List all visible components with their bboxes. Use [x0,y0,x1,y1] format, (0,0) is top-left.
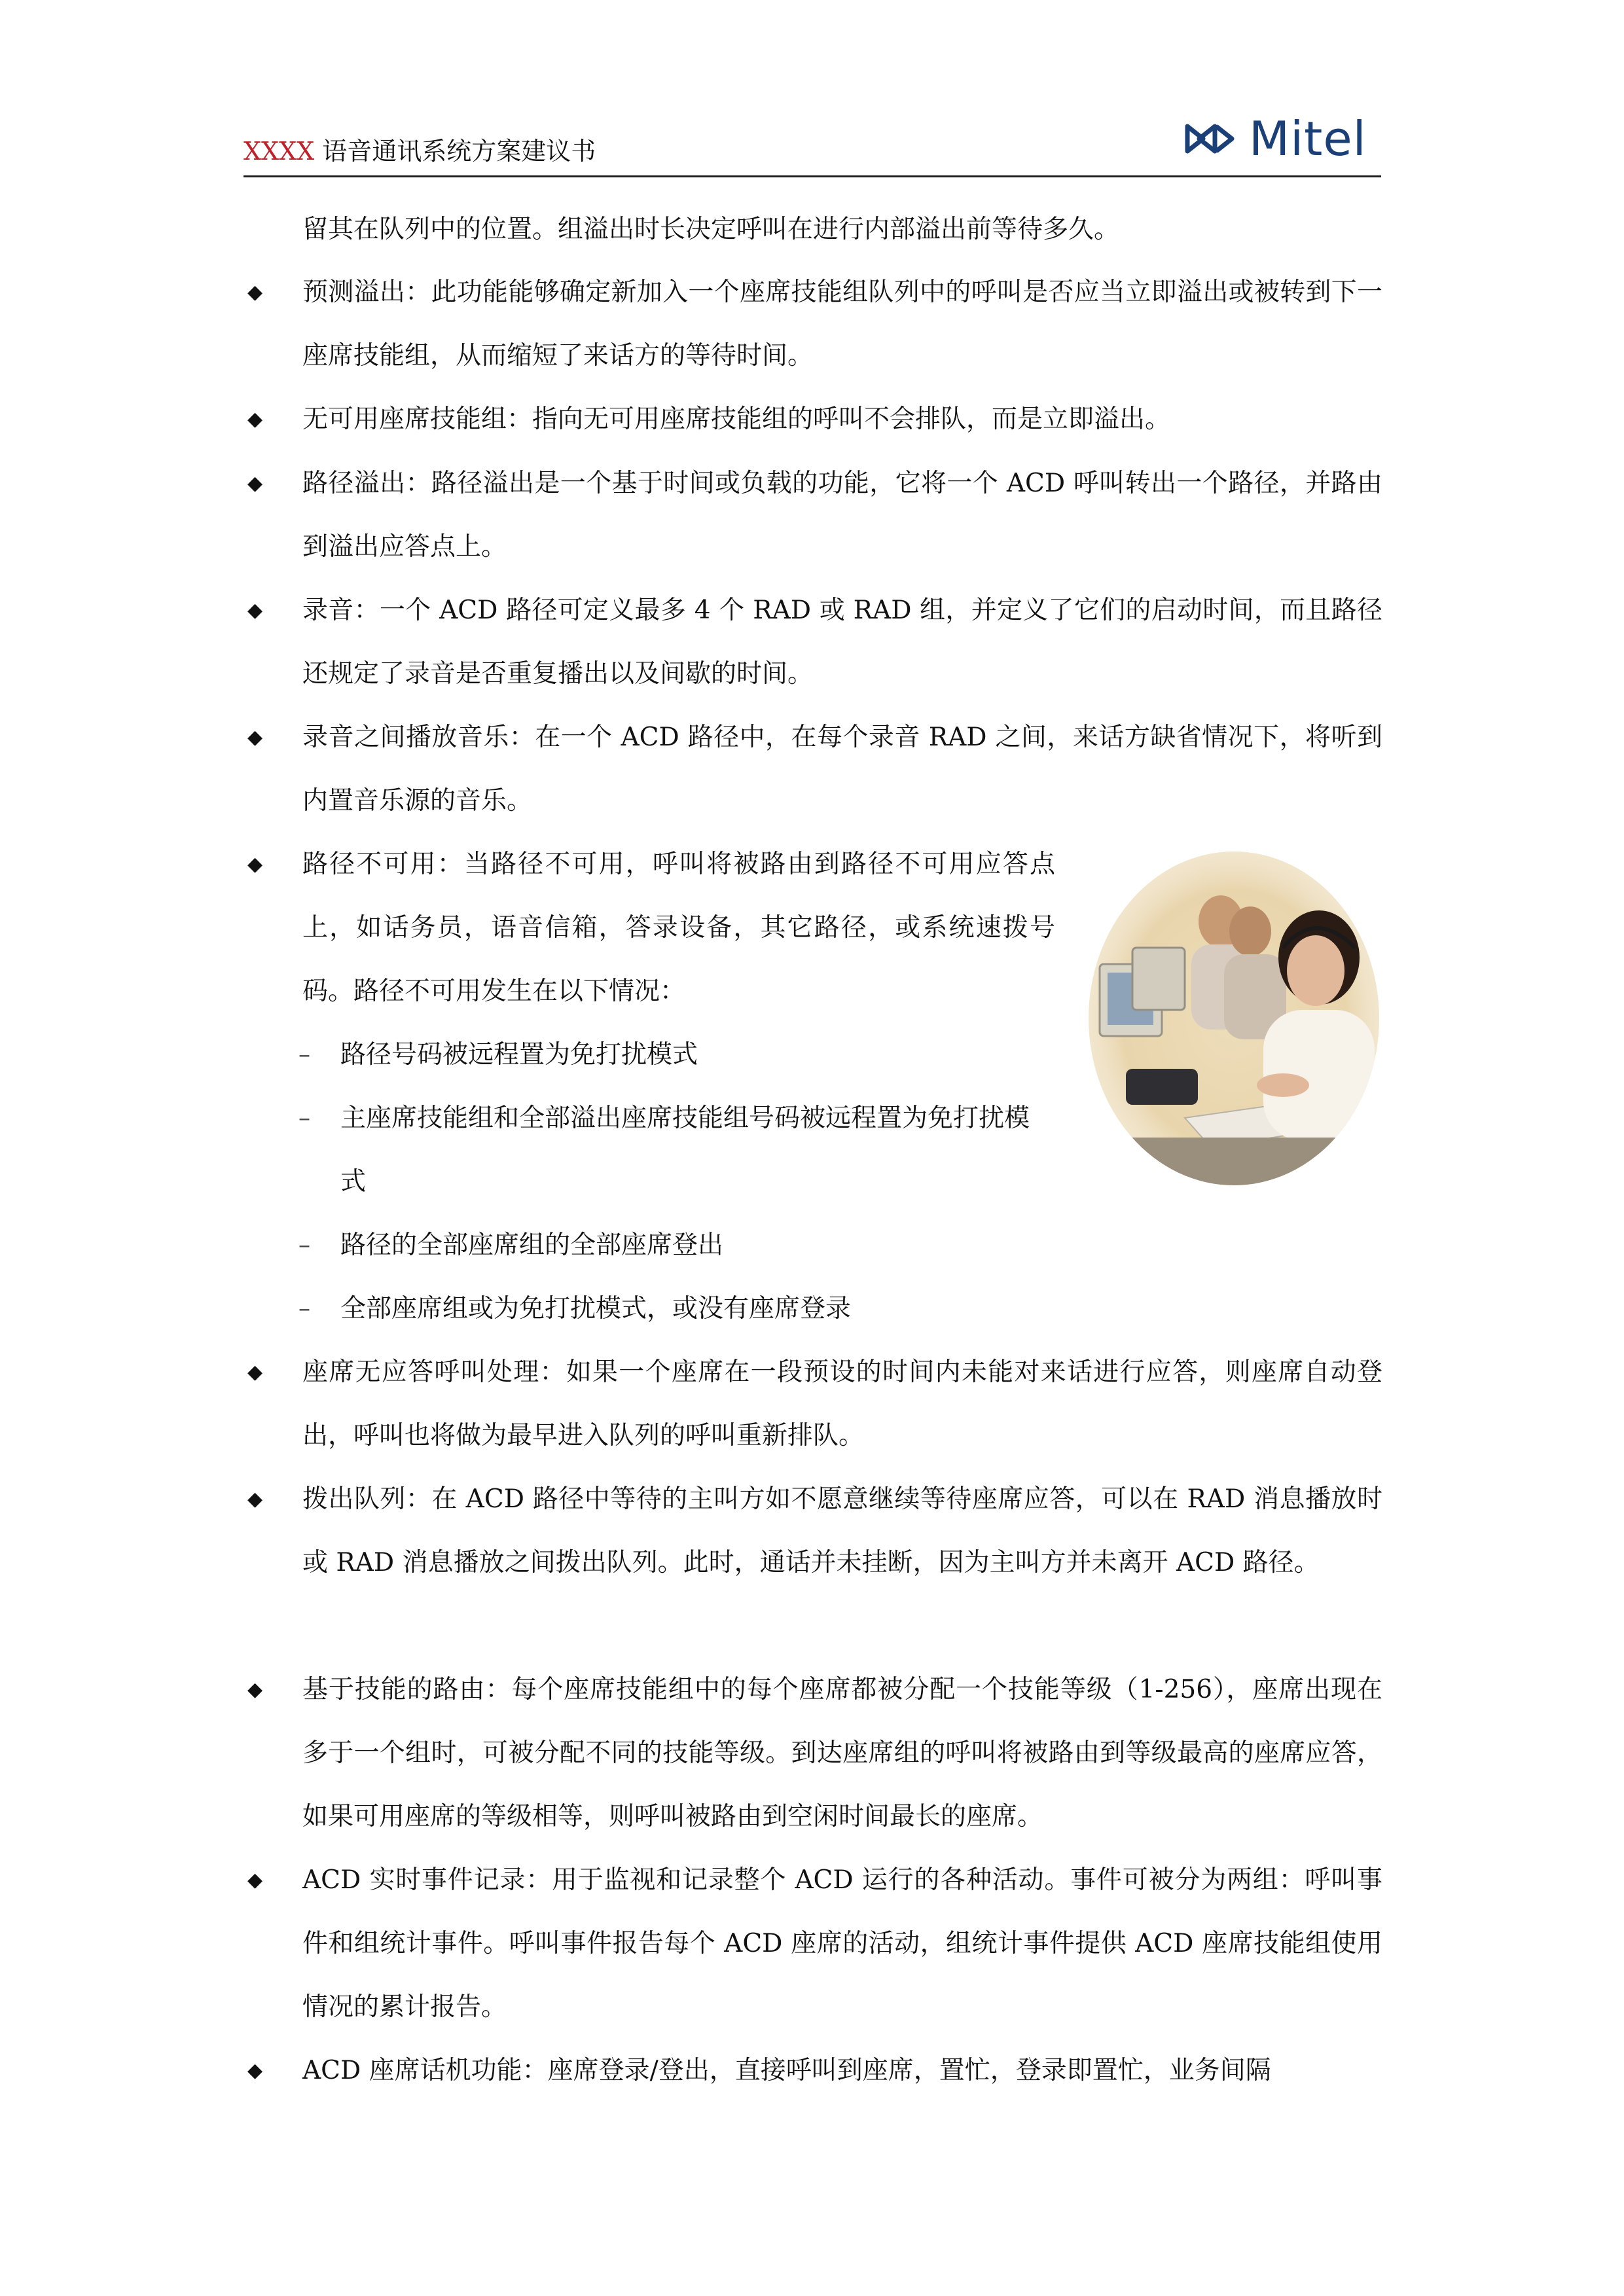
logo-text: Mitel [1249,111,1367,166]
list-item: 录音之间播放音乐：在一个 ACD 路径中，在每个录音 RAD 之间，来话方缺省情况下，将听到内置音乐源的音乐。 [302,723,1382,816]
bullet-marker: ◆ [247,1869,263,1892]
header-company-placeholder: XXXX [244,137,315,166]
list-item: ACD 座席话机功能：座席登录/登出，直接呼叫到座席，置忙，登录即置忙，业务间隔 [302,2056,1271,2085]
bullet-marker: ◆ [247,1488,263,1511]
bullet-marker: ◆ [247,281,263,304]
bullet-marker: ◆ [247,2059,263,2082]
dash-marker: – [298,1041,310,1068]
list-item: 预测溢出：此功能能够确定新加入一个座席技能组队列中的呼叫是否应当立即溢出或被转到下一座席技能组，从而缩短了来话方的等待时间。 [302,278,1382,370]
list-item: 录音：一个 ACD 路径可定义最多 4 个 RAD 或 RAD 组，并定义了它们的启动时间，而且路径还规定了录音是否重复播出以及间歇的时间。 [302,596,1382,689]
header-title-text: 语音通讯系统方案建议书 [314,137,596,166]
mitel-logo [1183,110,1384,168]
bullet-marker: ◆ [247,1678,263,1701]
bullet-marker: ◆ [247,726,263,749]
sub-list-item: 全部座席组或为免打扰模式，或没有座席登录 [340,1294,852,1323]
bullet-marker: ◆ [247,472,263,495]
list-item: 座席无应答呼叫处理：如果一个座席在一段预设的时间内未能对来话进行应答，则座席自动登出，呼叫也将做为最早进入队列的呼叫重新排队。 [302,1357,1382,1450]
sub-list-item: 路径的全部座席组的全部座席登出 [340,1230,724,1260]
list-item: 基于技能的路由：每个座席技能组中的每个座席都被分配一个技能等级（1-256），座席出现在多于一个组时，可被分配不同的技能等级。到达座席组的呼叫将被路由到等级最高的座席应答，如果可用座席的等级相等，则呼叫被路由到空闲时间最长的座席。 [302,1675,1382,1831]
dash-marker: – [298,1295,310,1322]
bullet-marker: ◆ [247,408,263,431]
list-item: 无可用座席技能组：指向无可用座席技能组的呼叫不会排队，而是立即溢出。 [302,404,1171,434]
list-item: ACD 实时事件记录：用于监视和记录整个 ACD 运行的各种活动。事件可被分为两组：呼叫事件和组统计事件。呼叫事件报告每个 ACD 座席的活动，组统计事件提供 ACD 座席技能组使用情况的累计报告。 [302,1865,1382,2022]
list-item: 路径不可用：当路径不可用，呼叫将被路由到路径不可用应答点上，如话务员，语音信箱，答录设备，其它路径，或系统速拨号码。路径不可用发生在以下情况： [302,850,1055,1006]
bullet-marker: ◆ [247,853,263,876]
document-header-title [244,135,596,168]
call-center-agents-photo [1087,850,1381,1187]
sub-list-item: 主座席技能组和全部溢出座席技能组号码被远程置为免打扰模式 [340,1103,1030,1196]
dash-marker: – [298,1105,310,1132]
mitel-logo-icon [1183,118,1246,159]
bullet-marker: ◆ [247,599,263,622]
dash-marker: – [298,1232,310,1259]
intro-paragraph: 留其在队列中的位置。组溢出时长决定呼叫在进行内部溢出前等待多久。 [302,215,1120,244]
list-item: 拨出队列：在 ACD 路径中等待的主叫方如不愿意继续等待座席应答，可以在 RAD 消息播放时或 RAD 消息播放之间拨出队列。此时，通话并未挂断，因为主叫方并未离开 ACD 路径。 [302,1484,1382,1577]
header-divider [244,175,1381,177]
sub-list-item: 路径号码被远程置为免打扰模式 [340,1040,698,1069]
bullet-marker: ◆ [247,1361,263,1384]
list-item: 路径溢出：路径溢出是一个基于时间或负载的功能，它将一个 ACD 呼叫转出一个路径，并路由到溢出应答点上。 [302,469,1382,562]
